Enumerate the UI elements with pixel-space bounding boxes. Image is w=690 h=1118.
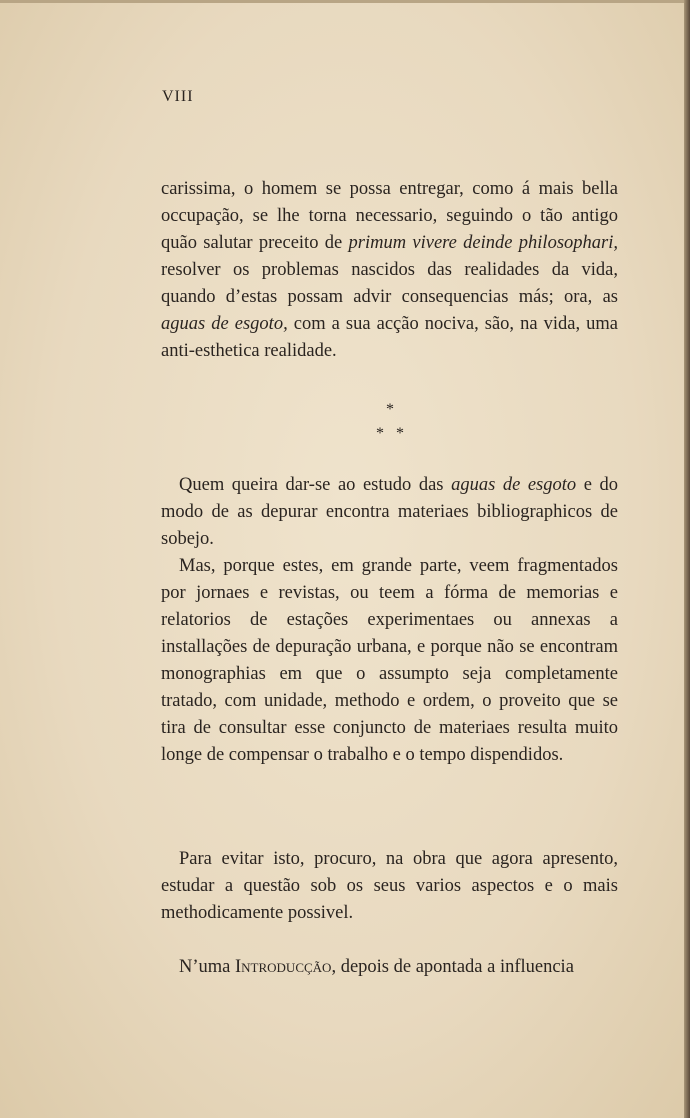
- small-caps-heading-ref: Introducção: [235, 957, 332, 977]
- asterism-bottom: * *: [376, 425, 404, 442]
- italic-term: aguas de esgoto,: [161, 314, 288, 334]
- paragraph-continued: [161, 176, 618, 365]
- page-right-edge: [684, 0, 690, 1118]
- text-run: carissima, o homem se possa entregar, como á mais bella occupação, se lhe torna necessario, seguindo o tão antigo quão salutar preceito de: [161, 179, 618, 253]
- text-run: com a sua acção nociva, são, na vida, uma anti-esthetica realidade.: [161, 314, 618, 361]
- asterism-top: *: [386, 401, 394, 418]
- paragraph: Mas, porque estes, em grande parte, veem fragmentados por jornaes e revistas, ou teem a fórma de memorias e relatorios de estações experimentaes ou annexas a installações de depuração urbana, e porque não se encontram monographias em que o assumpto seja completamente tratado, com unidade, methodo e ordem, o proveito que se tira de consultar esse conjuncto de materiaes resulta muito longe de compensar o trabalho e o tempo dispendidos.: [161, 556, 618, 765]
- asterism-separator: [360, 398, 420, 446]
- paragraph-start: [161, 954, 618, 981]
- italic-term: aguas de esgoto: [451, 475, 577, 495]
- text-run: N’uma: [179, 957, 235, 977]
- paragraph: [161, 472, 618, 553]
- paragraph: [161, 846, 618, 927]
- page-top-edge: [0, 0, 690, 3]
- text-run: resolver os problemas nascidos das realidades da vida, quando d’estas possam advir consequencias más; ora, as: [161, 260, 618, 307]
- page-number: VIII: [162, 88, 194, 105]
- text-run: , depois de apontada a influencia: [331, 957, 574, 977]
- text-run: e do modo de as depurar encontra materiaes bibliographicos de sobejo.: [161, 475, 618, 549]
- text-run: Quem queira dar-se ao estudo das: [179, 475, 452, 495]
- latin-phrase: primum vivere deinde philosophari,: [348, 233, 618, 253]
- paragraph-text: Para evitar isto, procuro, na obra que agora apresento, estudar a questão sob os seus varios aspectos e o mais methodicamente possivel.: [161, 849, 618, 923]
- section-paragraphs: [161, 472, 618, 769]
